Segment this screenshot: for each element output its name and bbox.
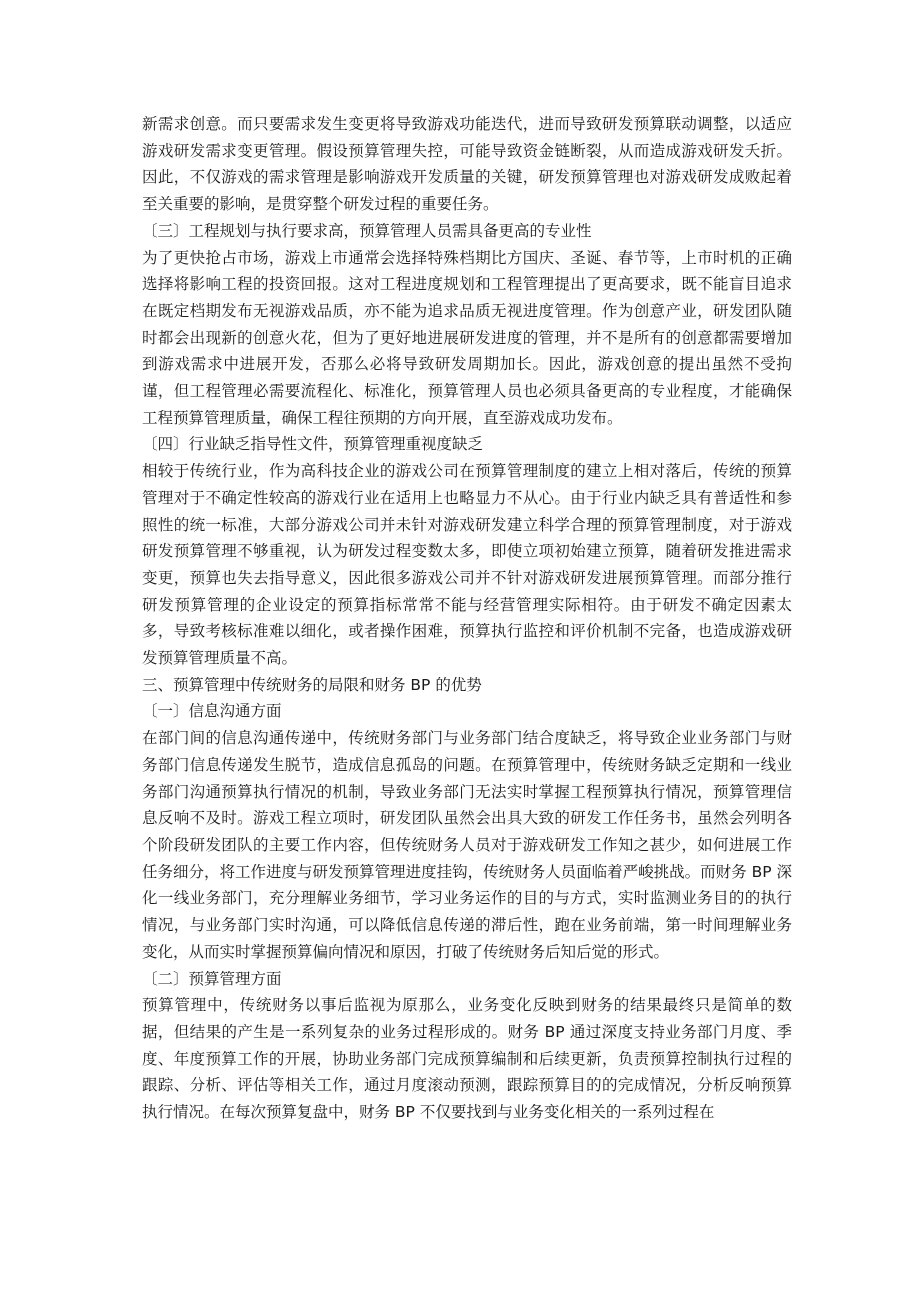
- heading-section-3: 〔三〕工程规划与执行要求高，预算管理人员需具备更高的专业性: [142, 221, 592, 240]
- heading-part-3: 三、预算管理中传统财务的局限和财务 BP 的优势: [142, 675, 482, 694]
- paragraph-project-planning: 为了更快抢占市场，游戏上市通常会选择特殊档期比方国庆、圣诞、春节等，上市时机的正确选择将影响工程的投资回报。这对工程进度规划和工程管理提出了更高要求，既不能盲目追求在既定档期发布无视游戏品质，亦不能为追求品质无视进度管理。作为创意产业，研发团队随时都会出现新的创意火花，但为了更好地进展研发进度的管理，并不是所有的创意都需要增加到游戏需求中进展开发，否那么必将导致研发周期加长。因此，游戏创意的提出虽然不受拘谨，但工程管理必需要流程化、标准化，预算管理人员也必须具备更高的专业程度，才能确保工程预算管理质量，确保工程往预期的方向开展，直至游戏成功发布。: [142, 248, 792, 427]
- heading-section-4: 〔四〕行业缺乏指导性文件，预算管理重视度缺乏: [142, 435, 484, 454]
- heading-info-communication: 〔一〕信息沟通方面: [142, 702, 282, 721]
- paragraph-industry-guidance: 相较于传统行业，作为高科技企业的游戏公司在预算管理制度的建立上相对落后，传统的预算管理对于不确定性较高的游戏行业在适用上也略显力不从心。由于行业内缺乏具有普适性和参照性的统一标准，大部分游戏公司并未针对游戏研发建立科学合理的预算管理制度，对于游戏研发预算管理不够重视，认为研发过程变数太多，即使立项初始建立预算，随着研发推进需求变更，预算也失去指导意义，因此很多游戏公司并不针对游戏研发进展预算管理。而部分推行研发预算管理的企业设定的预算指标常常不能与经营管理实际相符。由于研发不确定因素太多，导致考核标准难以细化，或者操作困难，预算执行监控和评价机制不完备，也造成游戏研发预算管理质量不高。: [142, 462, 792, 668]
- paragraph-budget-management: 预算管理中，传统财务以事后监视为原那么，业务变化反映到财务的结果最终只是简单的数据，但结果的产生是一系列复杂的业务过程形成的。财务 BP 通过深度支持业务部门月度、季度、年度预算工作的开展，协助业务部门完成预算编制和后续更新，负责预算控制执行过程的跟踪、分析、评估等相关工作，通过月度滚动预测，跟踪预算目的的完成情况，分析反响预算执行情况。在每次预算复盘中，财务 BP 不仅要找到与业务变化相关的一系列过程在: [142, 996, 792, 1122]
- paragraph-info-communication: 在部门间的信息沟通传递中，传统财务部门与业务部门结合度缺乏，将导致企业业务部门与财务部门信息传递发生脱节，造成信息孤岛的问题。在预算管理中，传统财务缺乏定期和一线业务部门沟通预算执行情况的机制，导致业务部门无法实时掌握工程预算执行情况，预算管理信息反响不及时。游戏工程立项时，研发团队虽然会出具大致的研发工作任务书，虽然会列明各个阶段研发团队的主要工作内容，但传统财务人员对于游戏研发工作知之甚少，如何进展工作任务细分，将工作进度与研发预算管理进度挂钩，传统财务人员面临着严峻挑战。而财务 BP 深化一线业务部门，充分理解业务细节，学习业务运作的目的与方式，实时监测业务目的的执行情况，与业务部门实时沟通，可以降低信息传递的滞后性，跑在业务前端，第一时间理解业务变化，从而实时掌握预算偏向情况和原因，打破了传统财务后知后觉的形式。: [142, 729, 792, 961]
- paragraph-budget-intro: 新需求创意。而只要需求发生变更将导致游戏功能迭代，进而导致研发预算联动调整，以适应游戏研发需求变更管理。假设预算管理失控，可能导致资金链断裂，从而造成游戏研发夭折。因此，不仅游戏的需求管理是影响游戏开发质量的关键，研发预算管理也对游戏研发成败起着至关重要的影响，是贯穿整个研发过程的重要任务。: [142, 115, 792, 214]
- document-body: [142, 111, 792, 1126]
- heading-budget-management: 〔二〕预算管理方面: [142, 969, 282, 988]
